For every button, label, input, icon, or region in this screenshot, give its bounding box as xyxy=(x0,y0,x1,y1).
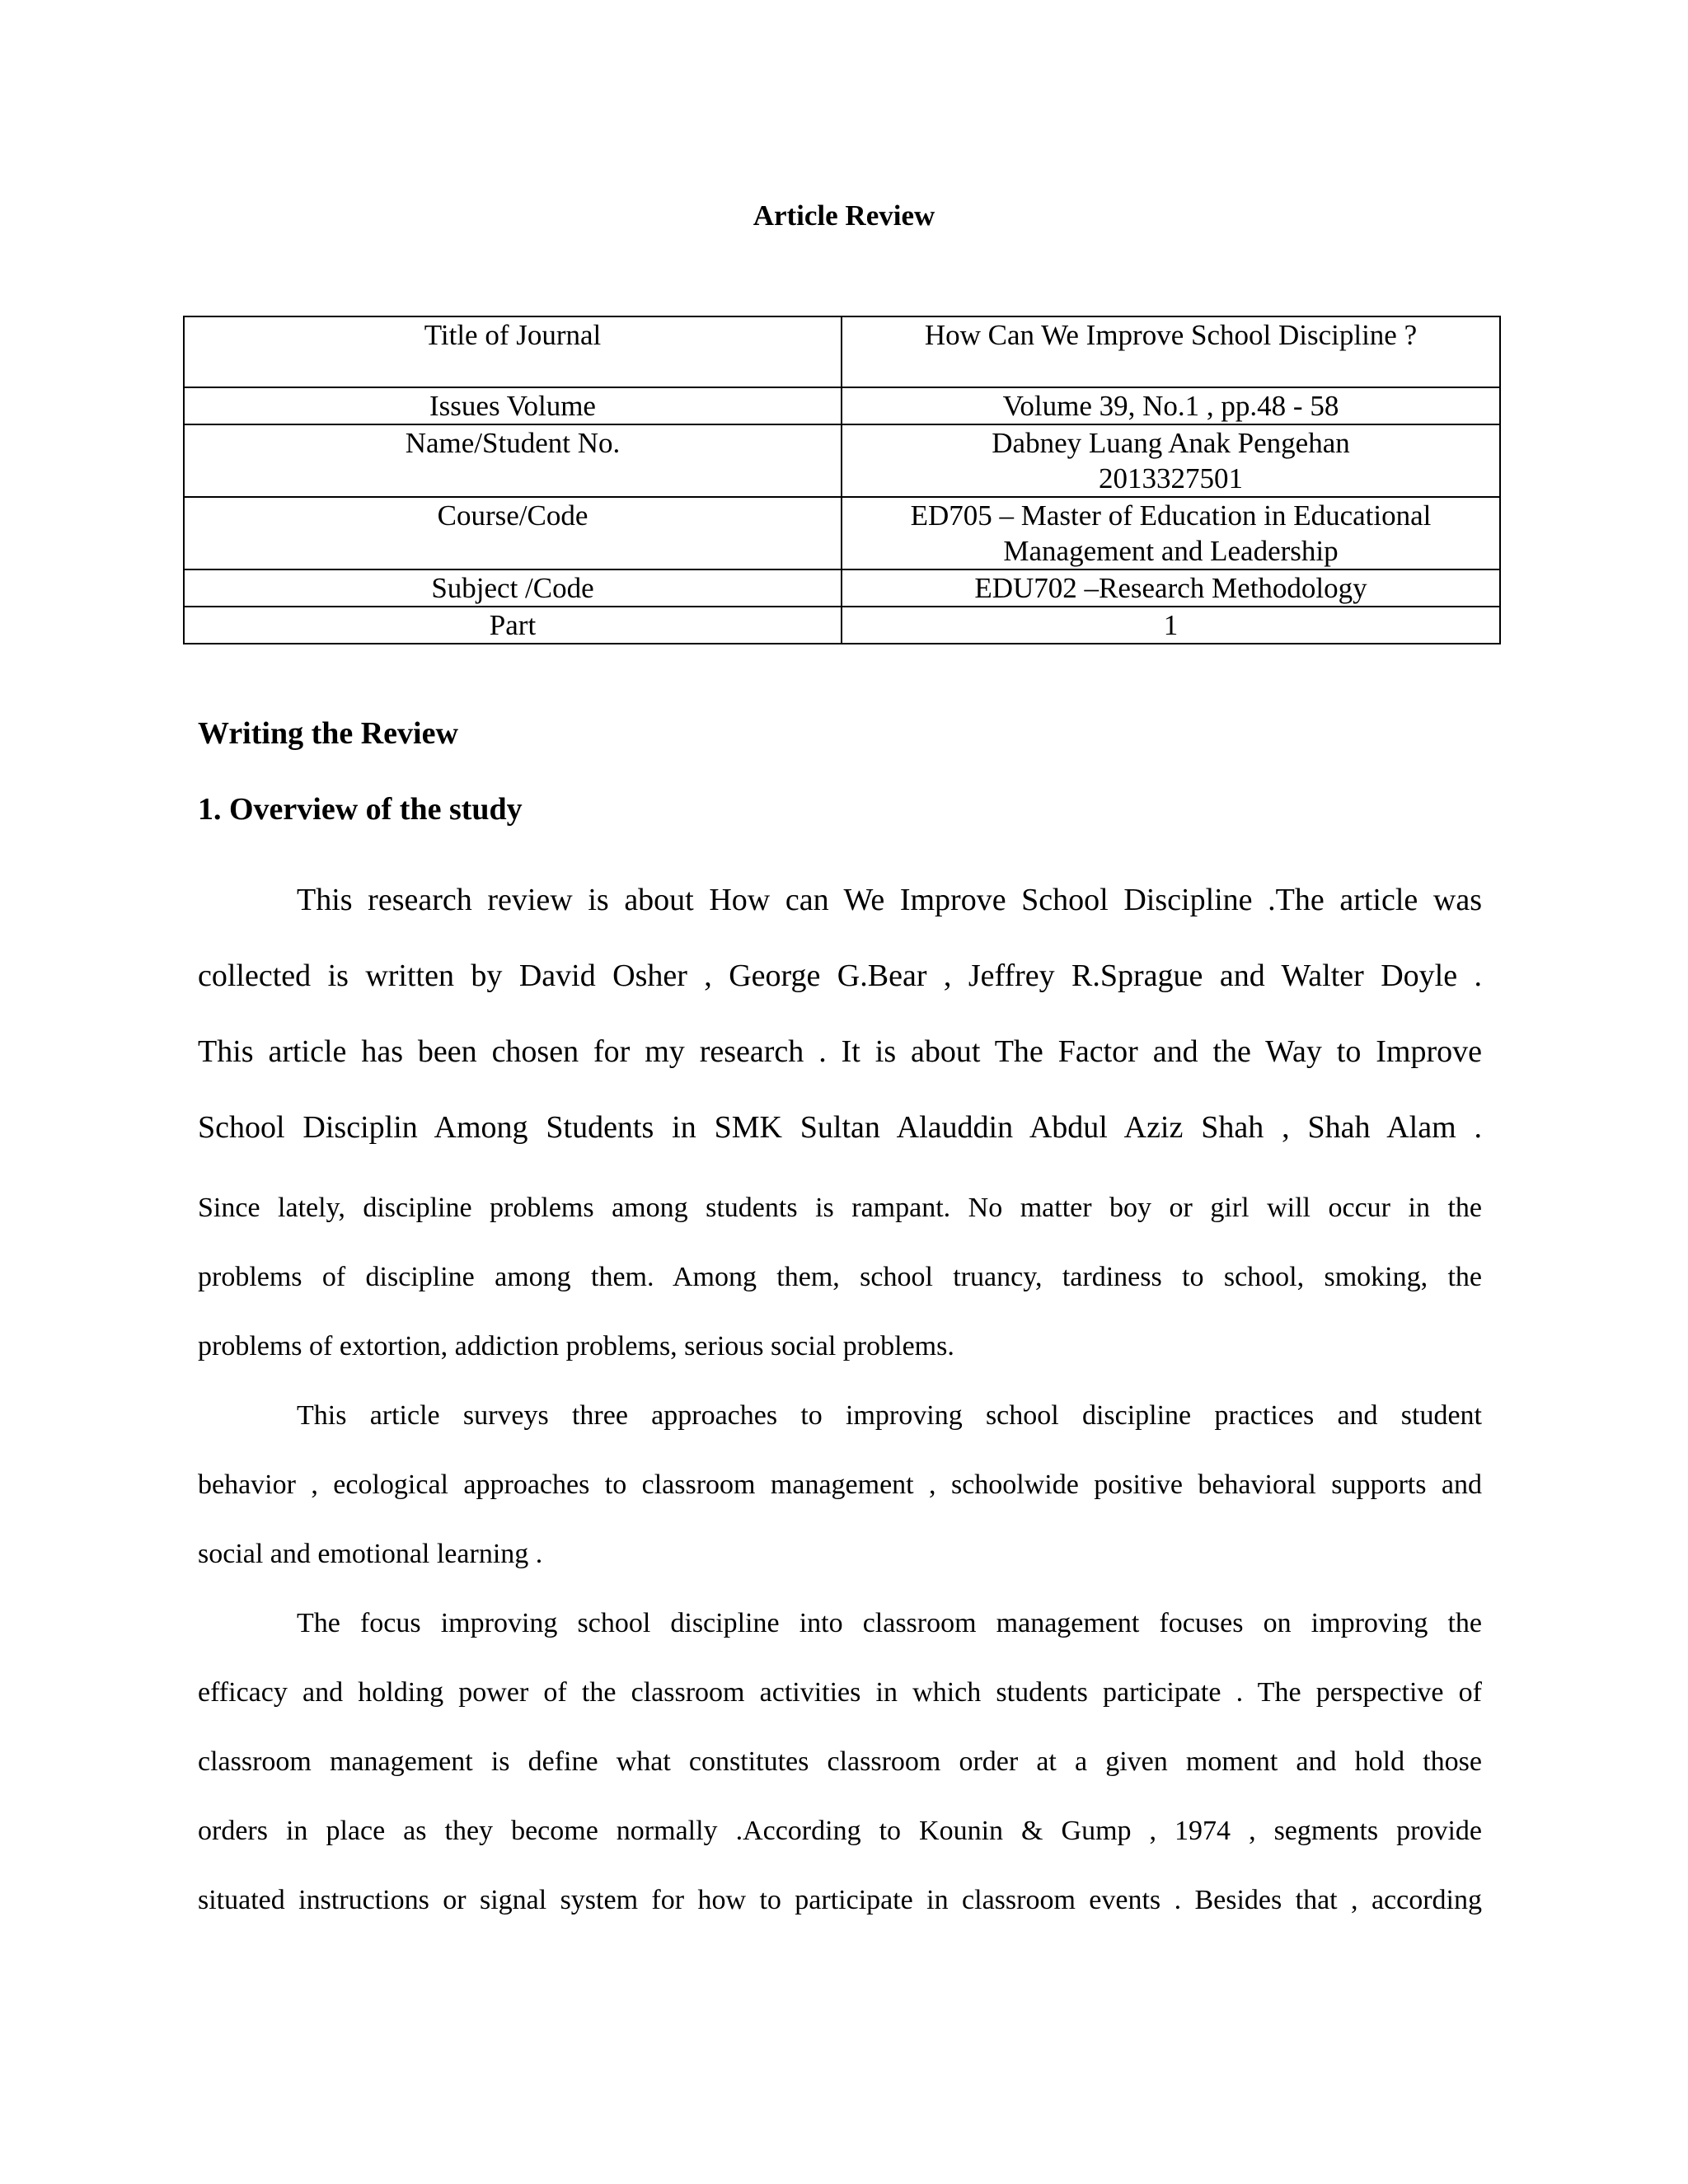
paragraph-discipline-problems xyxy=(198,1174,1482,1381)
paragraph-line: This research review is about How can We Improve School Discipline .The article was xyxy=(297,883,1482,917)
value-line: How Can We Improve School Discipline ? xyxy=(924,319,1418,351)
table-row xyxy=(184,607,1500,644)
paragraph-line: School Disciplin Among Students in SMK Sultan Alauddin Abdul Aziz Shah , Shah Alam . xyxy=(198,1110,1482,1145)
row-label-title-of-journal: Title of Journal xyxy=(184,316,842,387)
value-line: Dabney Luang Anak Pengehan xyxy=(992,427,1350,459)
table-row xyxy=(184,316,1500,387)
paragraph-line: behavior , ecological approaches to classroom management , schoolwide positive behavioral supports and xyxy=(198,1469,1482,1500)
row-value-course-code xyxy=(842,497,1500,569)
row-label-issues-volume: Issues Volume xyxy=(184,387,842,424)
row-value-title-of-journal xyxy=(842,316,1500,387)
paragraph-line: orders in place as they become normally .According to Kounin & Gump , 1974 , segments provide xyxy=(198,1816,1482,1846)
heading-writing-the-review: Writing the Review xyxy=(198,716,458,751)
value-line: Volume 39, No.1 , pp.48 - 58 xyxy=(1002,390,1339,422)
row-label-course-code: Course/Code xyxy=(184,497,842,569)
heading-overview-of-the-study: 1. Overview of the study xyxy=(198,792,523,827)
table-row xyxy=(184,424,1500,497)
row-value-name-student-no xyxy=(842,424,1500,497)
paragraph-line: classroom management is define what constitutes classroom order at a given moment and hold those xyxy=(198,1746,1482,1777)
row-label-part: Part xyxy=(184,607,842,644)
paragraph-classroom-management xyxy=(198,1589,1482,1935)
paragraph-three-approaches xyxy=(198,1381,1482,1589)
value-line: EDU702 –Research Methodology xyxy=(974,572,1367,604)
row-value-subject-code xyxy=(842,569,1500,607)
table-row xyxy=(184,387,1500,424)
paragraph-line: The focus improving school discipline into classroom management focuses on improving the xyxy=(297,1608,1482,1638)
value-line: ED705 – Master of Education in Educational xyxy=(910,499,1432,532)
paragraph-line: efficacy and holding power of the classroom activities in which students participate . The perspective of xyxy=(198,1677,1482,1708)
table-row xyxy=(184,497,1500,569)
value-line: Management and Leadership xyxy=(1003,535,1339,567)
paragraph-line: social and emotional learning . xyxy=(198,1539,543,1569)
paragraph-line: This article surveys three approaches to improving school discipline practices and student xyxy=(297,1400,1482,1431)
paragraph-line: problems of discipline among them. Among them, school truancy, tardiness to school, smoking, the xyxy=(198,1262,1482,1292)
paragraph-line: This article has been chosen for my research . It is about The Factor and the Way to Improve xyxy=(198,1034,1482,1069)
value-line: 2013327501 xyxy=(1099,462,1243,494)
paragraph-line: Since lately, discipline problems among students is rampant. No matter boy or girl will occur in the xyxy=(198,1193,1482,1223)
row-label-name-student-no: Name/Student No. xyxy=(184,424,842,497)
row-label-subject-code: Subject /Code xyxy=(184,569,842,607)
paragraph-line: situated instructions or signal system for how to participate in classroom events . Besides that , according xyxy=(198,1885,1482,1915)
value-line: 1 xyxy=(1163,609,1179,641)
paragraph-line: collected is written by David Osher , George G.Bear , Jeffrey R.Sprague and Walter Doyle . xyxy=(198,958,1482,993)
paragraph-overview-intro xyxy=(198,862,1482,1165)
document-title: Article Review xyxy=(753,199,935,232)
paragraph-line: problems of extortion, addiction problems, serious social problems. xyxy=(198,1331,954,1361)
article-info-table xyxy=(183,316,1501,644)
table-row xyxy=(184,569,1500,607)
row-value-issues-volume xyxy=(842,387,1500,424)
row-value-part xyxy=(842,607,1500,644)
